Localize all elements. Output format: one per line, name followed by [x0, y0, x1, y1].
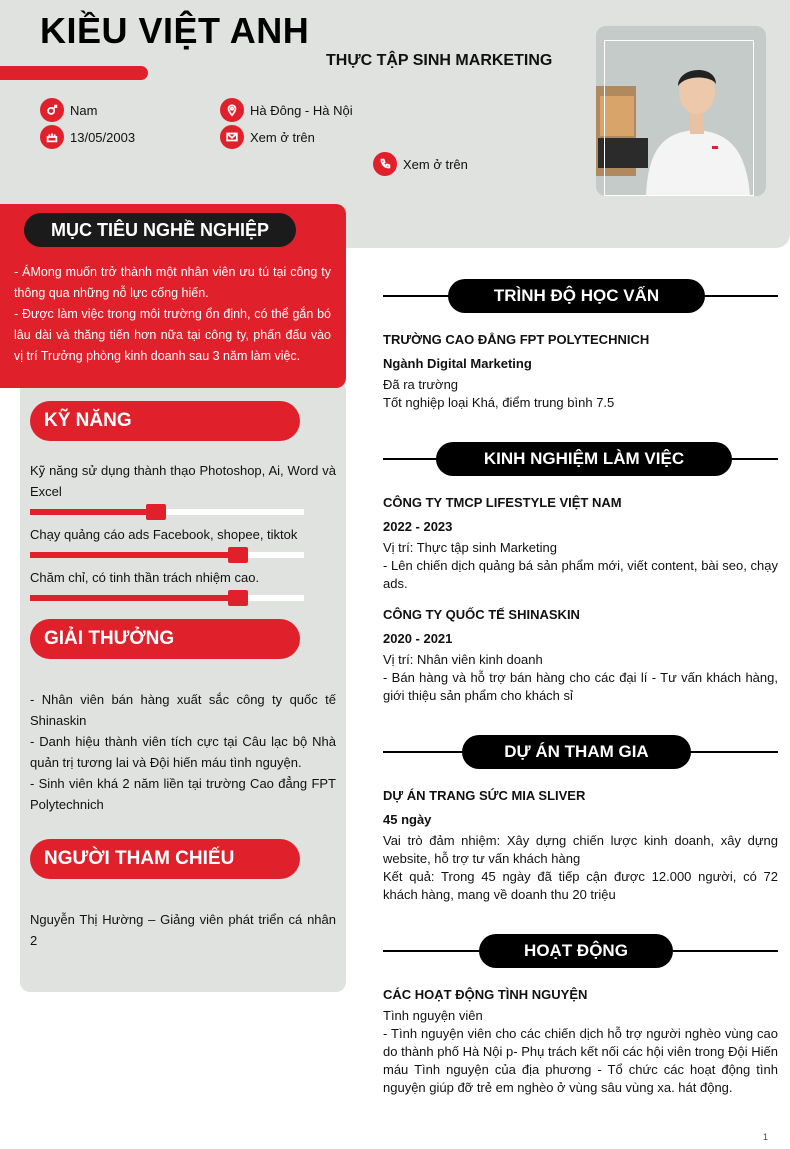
job-2-period: 2020 - 2021 — [383, 631, 453, 646]
candidate-name: KIỀU VIỆT ANH — [40, 10, 310, 51]
gender-icon — [40, 98, 64, 122]
skill-bar-knob — [228, 590, 248, 606]
projects-heading: DỰ ÁN THAM GIA — [462, 735, 691, 769]
awards-heading: GIẢI THƯỞNG — [30, 619, 300, 659]
education-heading: TRÌNH ĐỘ HỌC VẤN — [448, 279, 705, 313]
info-phone — [373, 152, 468, 176]
skill-bar-1 — [30, 509, 304, 515]
phone-text: Xem ở trên — [403, 156, 468, 172]
job-title: THỰC TẬP SINH MARKETING — [326, 52, 553, 69]
job-1-position: Vị trí: Thực tập sinh Marketing — [383, 540, 557, 555]
birthday-icon — [40, 125, 64, 149]
email-text: Xem ở trên — [250, 129, 315, 145]
project-role: Vai trò đảm nhiệm: Xây dựng chiến lược kinh doanh, xây dựng website, hỗ trợ tư vấn khách hàng — [383, 833, 778, 866]
education-detail: Tốt nghiệp loại Khá, điểm trung bình 7.5 — [383, 395, 615, 410]
skill-label-1: Kỹ năng sử dụng thành thạo Photoshop, Ai, Word và Excel — [30, 463, 336, 499]
info-email — [220, 125, 315, 149]
skill-label-3: Chăm chỉ, có tinh thần trách nhiệm cao. — [30, 570, 260, 585]
skill-bar-knob — [228, 547, 248, 563]
job-1-company: CÔNG TY TMCP LIFESTYLE VIỆT NAM — [383, 495, 622, 510]
job-1-period: 2022 - 2023 — [383, 519, 453, 534]
email-icon — [220, 125, 244, 149]
activities-section-header — [383, 934, 778, 968]
activity-name: CÁC HOẠT ĐỘNG TÌNH NGUYỆN — [383, 987, 588, 1002]
location-text: Hà Đông - Hà Nội — [250, 102, 353, 118]
skill-bar-3 — [30, 595, 304, 601]
profile-photo — [596, 26, 766, 196]
photo-frame — [604, 40, 754, 196]
experience-section-header — [383, 442, 778, 476]
references-text: Nguyễn Thị Hường – Giảng viên phát triển cá nhân 2 — [30, 912, 336, 948]
gender-text: Nam — [70, 102, 98, 118]
references-heading: NGƯỜI THAM CHIẾU — [30, 839, 300, 879]
info-gender — [40, 98, 97, 122]
education-status: Đã ra trường — [383, 377, 459, 392]
experience-heading: KINH NGHIỆM LÀM VIỆC — [436, 442, 732, 476]
project-result: Kết quả: Trong 45 ngày đã tiếp cận được 12.000 người, có 72 khách hàng, mang về doanh thu 20 triệu — [383, 869, 778, 902]
info-birthday — [40, 125, 135, 149]
skill-bar-2 — [30, 552, 304, 558]
skill-bar-knob — [146, 504, 166, 520]
education-school: TRƯỜNG CAO ĐẲNG FPT POLYTECHNICH — [383, 332, 650, 347]
skill-bar-fill — [30, 552, 238, 558]
birthday-text: 13/05/2003 — [70, 129, 136, 145]
education-major: Ngành Digital Marketing — [383, 356, 532, 371]
project-duration: 45 ngày — [383, 812, 432, 827]
job-2-position: Vị trí: Nhân viên kinh doanh — [383, 652, 543, 667]
phone-icon — [373, 152, 397, 176]
skill-bar-fill — [30, 509, 156, 515]
info-location — [220, 98, 353, 122]
skill-bar-fill — [30, 595, 238, 601]
activities-heading: HOẠT ĐỘNG — [479, 934, 673, 968]
education-section-header — [383, 279, 778, 313]
activity-description: - Tình nguyện viên cho các chiến dịch hỗ trợ người nghèo vùng cao do thành phố Hà Nội p- Phụ trách kết nối các hội viên trong Đội Hiến máu Tình nguyện của địa phương - Tổ chức các hoạt động tình nguyện giúp đỡ trẻ em nghèo ở vùng sâu vùng xa. hát động. — [383, 1026, 778, 1095]
job-1-description: - Lên chiến dịch quảng bá sản phẩm mới, viết content, bài seo, chạy ads. — [383, 558, 778, 591]
projects-section-header — [383, 735, 778, 769]
location-icon — [220, 98, 244, 122]
objective-heading: MỤC TIÊU NGHỀ NGHIỆP — [24, 213, 296, 247]
skill-label-2: Chạy quảng cáo ads Facebook, shopee, tiktok — [30, 527, 298, 542]
objective-text: - ÁMong muốn trở thành một nhân viên ưu tú tại công ty thông qua những nỗ lực cống hiến. - Được làm việc trong môi trường ổn định, có thể gắn bó lâu dài và thăng tiến hơn nữa tại công ty, phấn đấu vào vị trí Trưởng phòng kinh doanh sau 3 năm làm việc. — [14, 265, 331, 363]
project-name: DỰ ÁN TRANG SỨC MIA SLIVER — [383, 788, 586, 803]
activity-role: Tình nguyện viên — [383, 1008, 483, 1023]
page-number: 1 — [763, 1132, 769, 1142]
job-2-description: - Bán hàng và hỗ trợ bán hàng cho các đại lí - Tư vấn khách hàng, giới thiệu sản phẩm cho khách sỉ — [383, 670, 778, 703]
career-objective-section — [0, 204, 346, 388]
skills-heading: KỸ NĂNG — [30, 401, 300, 441]
awards-text: - Nhân viên bán hàng xuất sắc công ty quốc tế Shinaskin - Danh hiệu thành viên tích cực tại Câu lạc bộ Nhà quản trị tương lai và Đội hiến máu tình nguyện. - Sinh viên khá 2 năm liền tại trường Cao đẳng FPT Polytechnich — [30, 692, 336, 812]
accent-bar — [0, 66, 148, 80]
job-2-company: CÔNG TY QUỐC TẾ SHINASKIN — [383, 607, 580, 622]
